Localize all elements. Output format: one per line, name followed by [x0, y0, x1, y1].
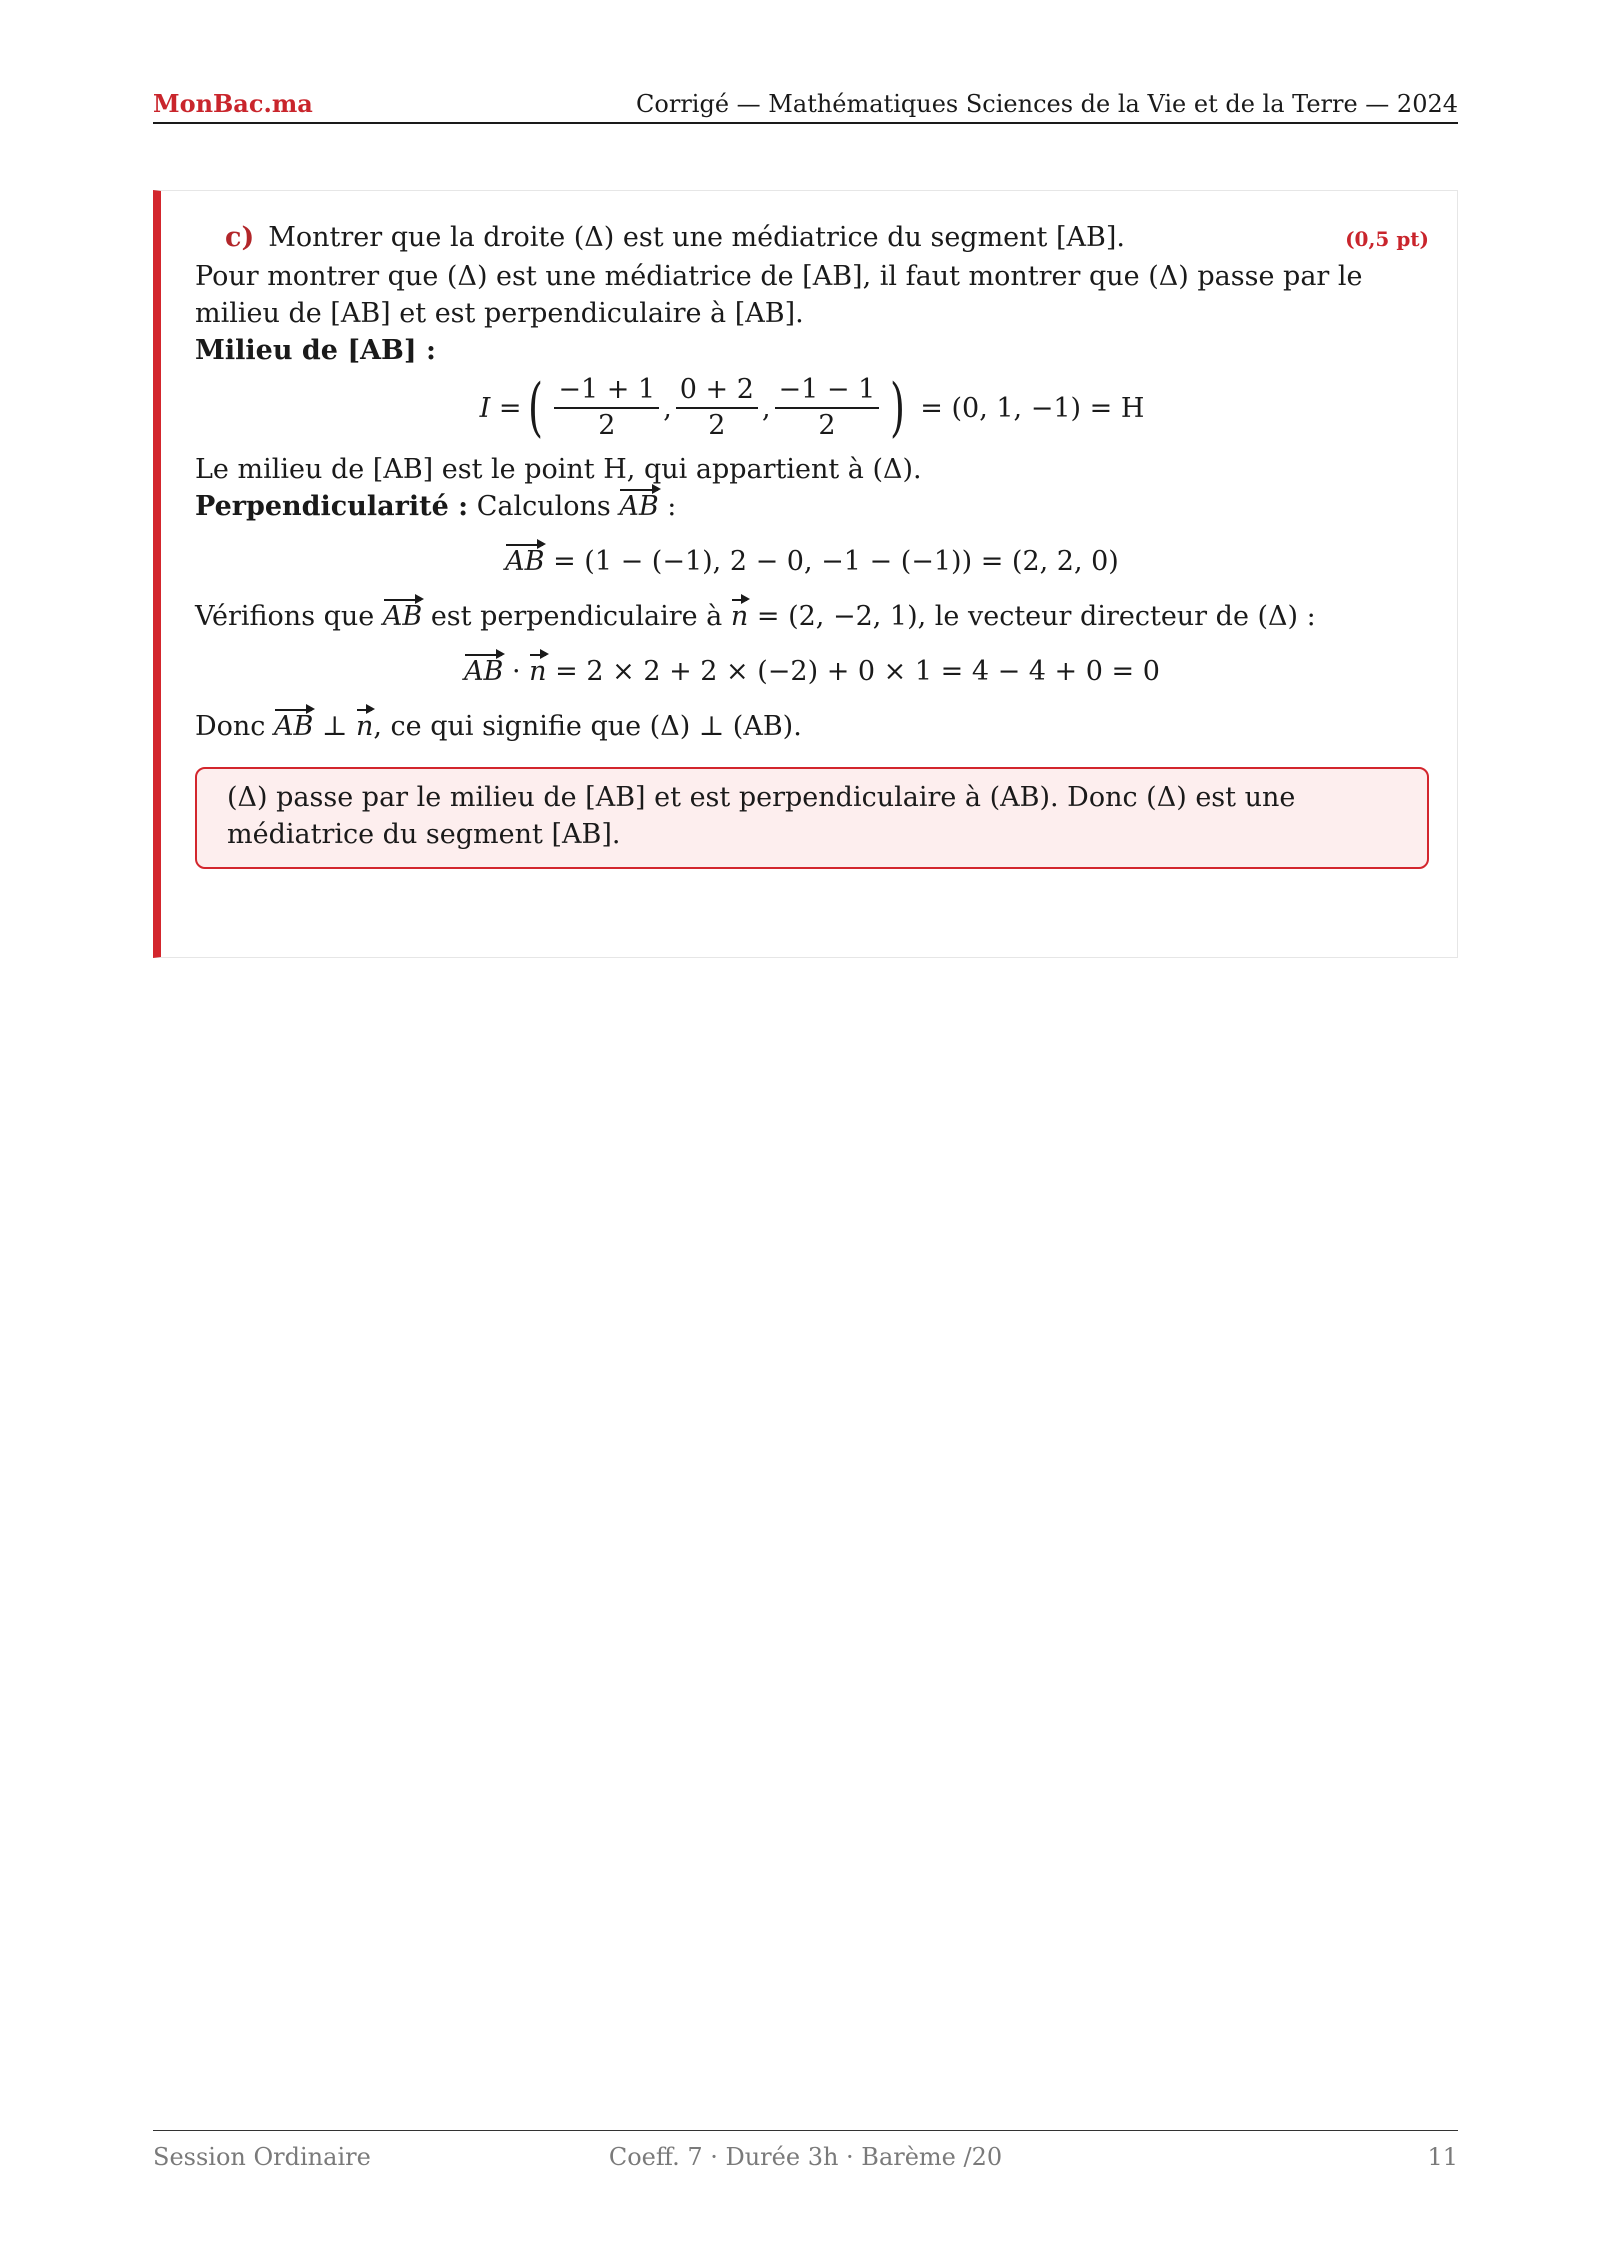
- perp-symbol: ⊥: [321, 711, 348, 742]
- intro-text: Pour montrer que (Δ) est une médiatrice de [AB], il faut montrer que (Δ) passe par le milieu de [AB] et est perpendiculaire à [AB].: [195, 261, 1363, 329]
- header-title: Corrigé — Mathématiques Sciences de la Vie et de la Terre — 2024: [636, 90, 1458, 118]
- dot-product-formula: AB · n = 2 × 2 + 2 × (−2) + 0 × 1 = 4 − 4 + 0 = 0: [195, 653, 1429, 690]
- verify-text-3: = (2, −2, 1), le vecteur directeur de (Δ) :: [756, 601, 1316, 632]
- vector-n-symbol: n: [356, 708, 373, 745]
- fraction-z-den: 2: [818, 410, 836, 441]
- vector-ab-symbol: AB: [619, 488, 658, 525]
- fraction-y: [676, 373, 758, 443]
- fraction-z-num: −1 − 1: [775, 373, 880, 409]
- vector-ab-symbol: AB: [505, 543, 544, 580]
- points-badge: (0,5 pt): [1345, 227, 1429, 251]
- right-paren: ): [890, 371, 906, 445]
- page-footer: [153, 2130, 1458, 2171]
- vector-n-symbol: n: [731, 598, 748, 635]
- page-header: [153, 90, 1458, 124]
- conclusion-box: [195, 767, 1429, 869]
- ab-formula-text: = (1 − (−1), 2 − 0, −1 − (−1)) = (2, 2, 0): [553, 546, 1119, 577]
- fraction-y-num: 0 + 2: [676, 373, 758, 409]
- fraction-x-den: 2: [598, 410, 616, 441]
- verify-line: [195, 598, 1429, 635]
- donc-line: [195, 708, 1429, 745]
- perp-line: Perpendicularité : Calculons AB :: [195, 488, 1429, 525]
- vector-n-symbol: n: [529, 653, 546, 690]
- vector-ab-symbol: AB: [383, 598, 422, 635]
- fraction-x-num: −1 + 1: [554, 373, 659, 409]
- donc-text-1: Donc: [195, 711, 266, 742]
- page-number: 11: [1427, 2143, 1458, 2171]
- fraction-z: [775, 373, 880, 443]
- footer-session: Session Ordinaire: [153, 2143, 371, 2171]
- left-paren: (: [528, 371, 544, 445]
- milieu-formula: I = ( $\frac{-1 + 1}{2}$ , $\frac{0 + 2}{2}$ , $\frac{-1 - 1}{2}$ ) = (0, 1, −1) = H: [479, 371, 1145, 445]
- conclusion-text: (Δ) passe par le milieu de [AB] et est perpendiculaire à (AB). Donc (Δ) est une médiatrice du segment [AB].: [227, 782, 1296, 850]
- milieu-result: Le milieu de [AB] est le point H, qui appartient à (Δ).: [195, 454, 922, 485]
- perp-heading: Perpendicularité :: [195, 491, 469, 522]
- dot-formula-text: = 2 × 2 + 2 × (−2) + 0 × 1 = 4 − 4 + 0 = 0: [555, 656, 1160, 687]
- question-line: [195, 219, 1429, 258]
- donc-text-3: , ce qui signifie que (Δ) ⊥ (AB).: [373, 711, 802, 742]
- milieu-lhs: I =: [479, 392, 522, 424]
- footer-info: Coeff. 7 · Durée 3h · Barème /20: [608, 2143, 1003, 2171]
- verify-text-1: Vérifions que: [195, 601, 375, 632]
- verify-text-2: est perpendiculaire à: [430, 601, 723, 632]
- question-label: c): [225, 222, 255, 253]
- fraction-y-den: 2: [708, 410, 726, 441]
- question-text: Montrer que la droite (Δ) est une médiatrice du segment [AB].: [268, 222, 1125, 253]
- answer-card: [153, 190, 1458, 958]
- vector-ab-symbol: AB: [274, 708, 313, 745]
- vector-ab-symbol: AB: [464, 653, 503, 690]
- milieu-heading: Milieu de [AB] :: [195, 335, 437, 366]
- milieu-rhs: = (0, 1, −1) = H: [920, 392, 1145, 424]
- ab-formula: [195, 543, 1429, 580]
- perp-text: Calculons: [476, 491, 611, 522]
- fraction-x: [554, 373, 659, 443]
- brand-logo[interactable]: MonBac.ma: [153, 89, 313, 118]
